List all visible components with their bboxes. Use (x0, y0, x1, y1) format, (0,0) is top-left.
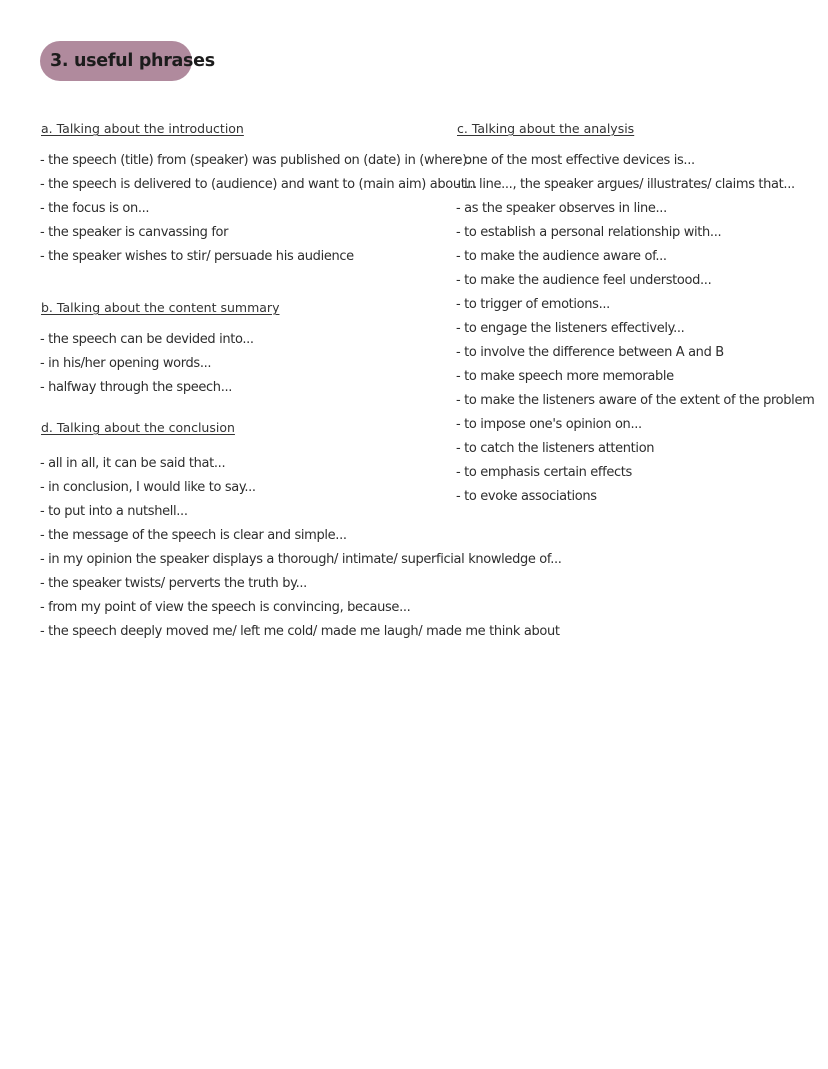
section-content-summary (40, 297, 280, 400)
list-item: - in his/her opening words... (40, 356, 212, 371)
phrase-list-content-summary (40, 328, 280, 400)
list-item: - the message of the speech is clear and simple... (40, 528, 347, 543)
page-title: 3. useful phrases (40, 41, 192, 81)
list-item: - the focus is on... (40, 201, 150, 216)
list-item: - from my point of view the speech is convincing, because... (40, 600, 411, 615)
list-item: - to put into a nutshell... (40, 504, 188, 519)
phrase-list-introduction (40, 149, 477, 269)
phrase-list-analysis (456, 149, 814, 509)
list-item: - to emphasis certain effects (456, 465, 632, 480)
list-item: - to make speech more memorable (456, 369, 674, 384)
list-item: - in conclusion, I would like to say... (40, 480, 256, 495)
section-heading-conclusion: d. Talking about the conclusion (41, 420, 235, 435)
list-item: - in my opinion the speaker displays a thorough/ intimate/ superficial knowledge of... (40, 552, 562, 567)
list-item: - halfway through the speech... (40, 380, 233, 395)
section-introduction (40, 118, 477, 269)
list-item: - the speech deeply moved me/ left me cold/ made me laugh/ made me think about (40, 624, 560, 639)
list-item: - to evoke associations (456, 489, 597, 504)
section-analysis (456, 118, 814, 509)
list-item: - to catch the listeners attention (456, 441, 655, 456)
section-heading-analysis: c. Talking about the analysis (457, 121, 635, 136)
list-item: - as the speaker observes in line... (456, 201, 667, 216)
list-item: - to make the audience feel understood... (456, 273, 712, 288)
section-heading-introduction: a. Talking about the introduction (41, 121, 244, 136)
list-item: - to trigger of emotions... (456, 297, 610, 312)
list-item: - the speech (title) from (speaker) was published on (date) in (where). (40, 153, 471, 168)
list-item: - to make the audience aware of... (456, 249, 667, 264)
list-item: - to impose one's opinion on... (456, 417, 642, 432)
list-item: - one of the most effective devices is... (456, 153, 695, 168)
list-item: - to involve the difference between A and B (456, 345, 724, 360)
list-item: - to make the listeners aware of the extent of the problem (456, 393, 815, 408)
section-heading-content-summary: b. Talking about the content summary (41, 300, 280, 315)
list-item: - in line..., the speaker argues/ illustrates/ claims that... (456, 177, 795, 192)
list-item: - to engage the listeners effectively... (456, 321, 685, 336)
list-item: - the speaker wishes to stir/ persuade his audience (40, 249, 354, 264)
list-item: - the speaker twists/ perverts the truth by... (40, 576, 307, 591)
list-item: - the speech can be devided into... (40, 332, 254, 347)
list-item: - to establish a personal relationship with... (456, 225, 722, 240)
list-item: - the speech is delivered to (audience) and want to (main aim) about... (40, 177, 477, 192)
list-item: - all in all, it can be said that... (40, 456, 226, 471)
list-item: - the speaker is canvassing for (40, 225, 229, 240)
